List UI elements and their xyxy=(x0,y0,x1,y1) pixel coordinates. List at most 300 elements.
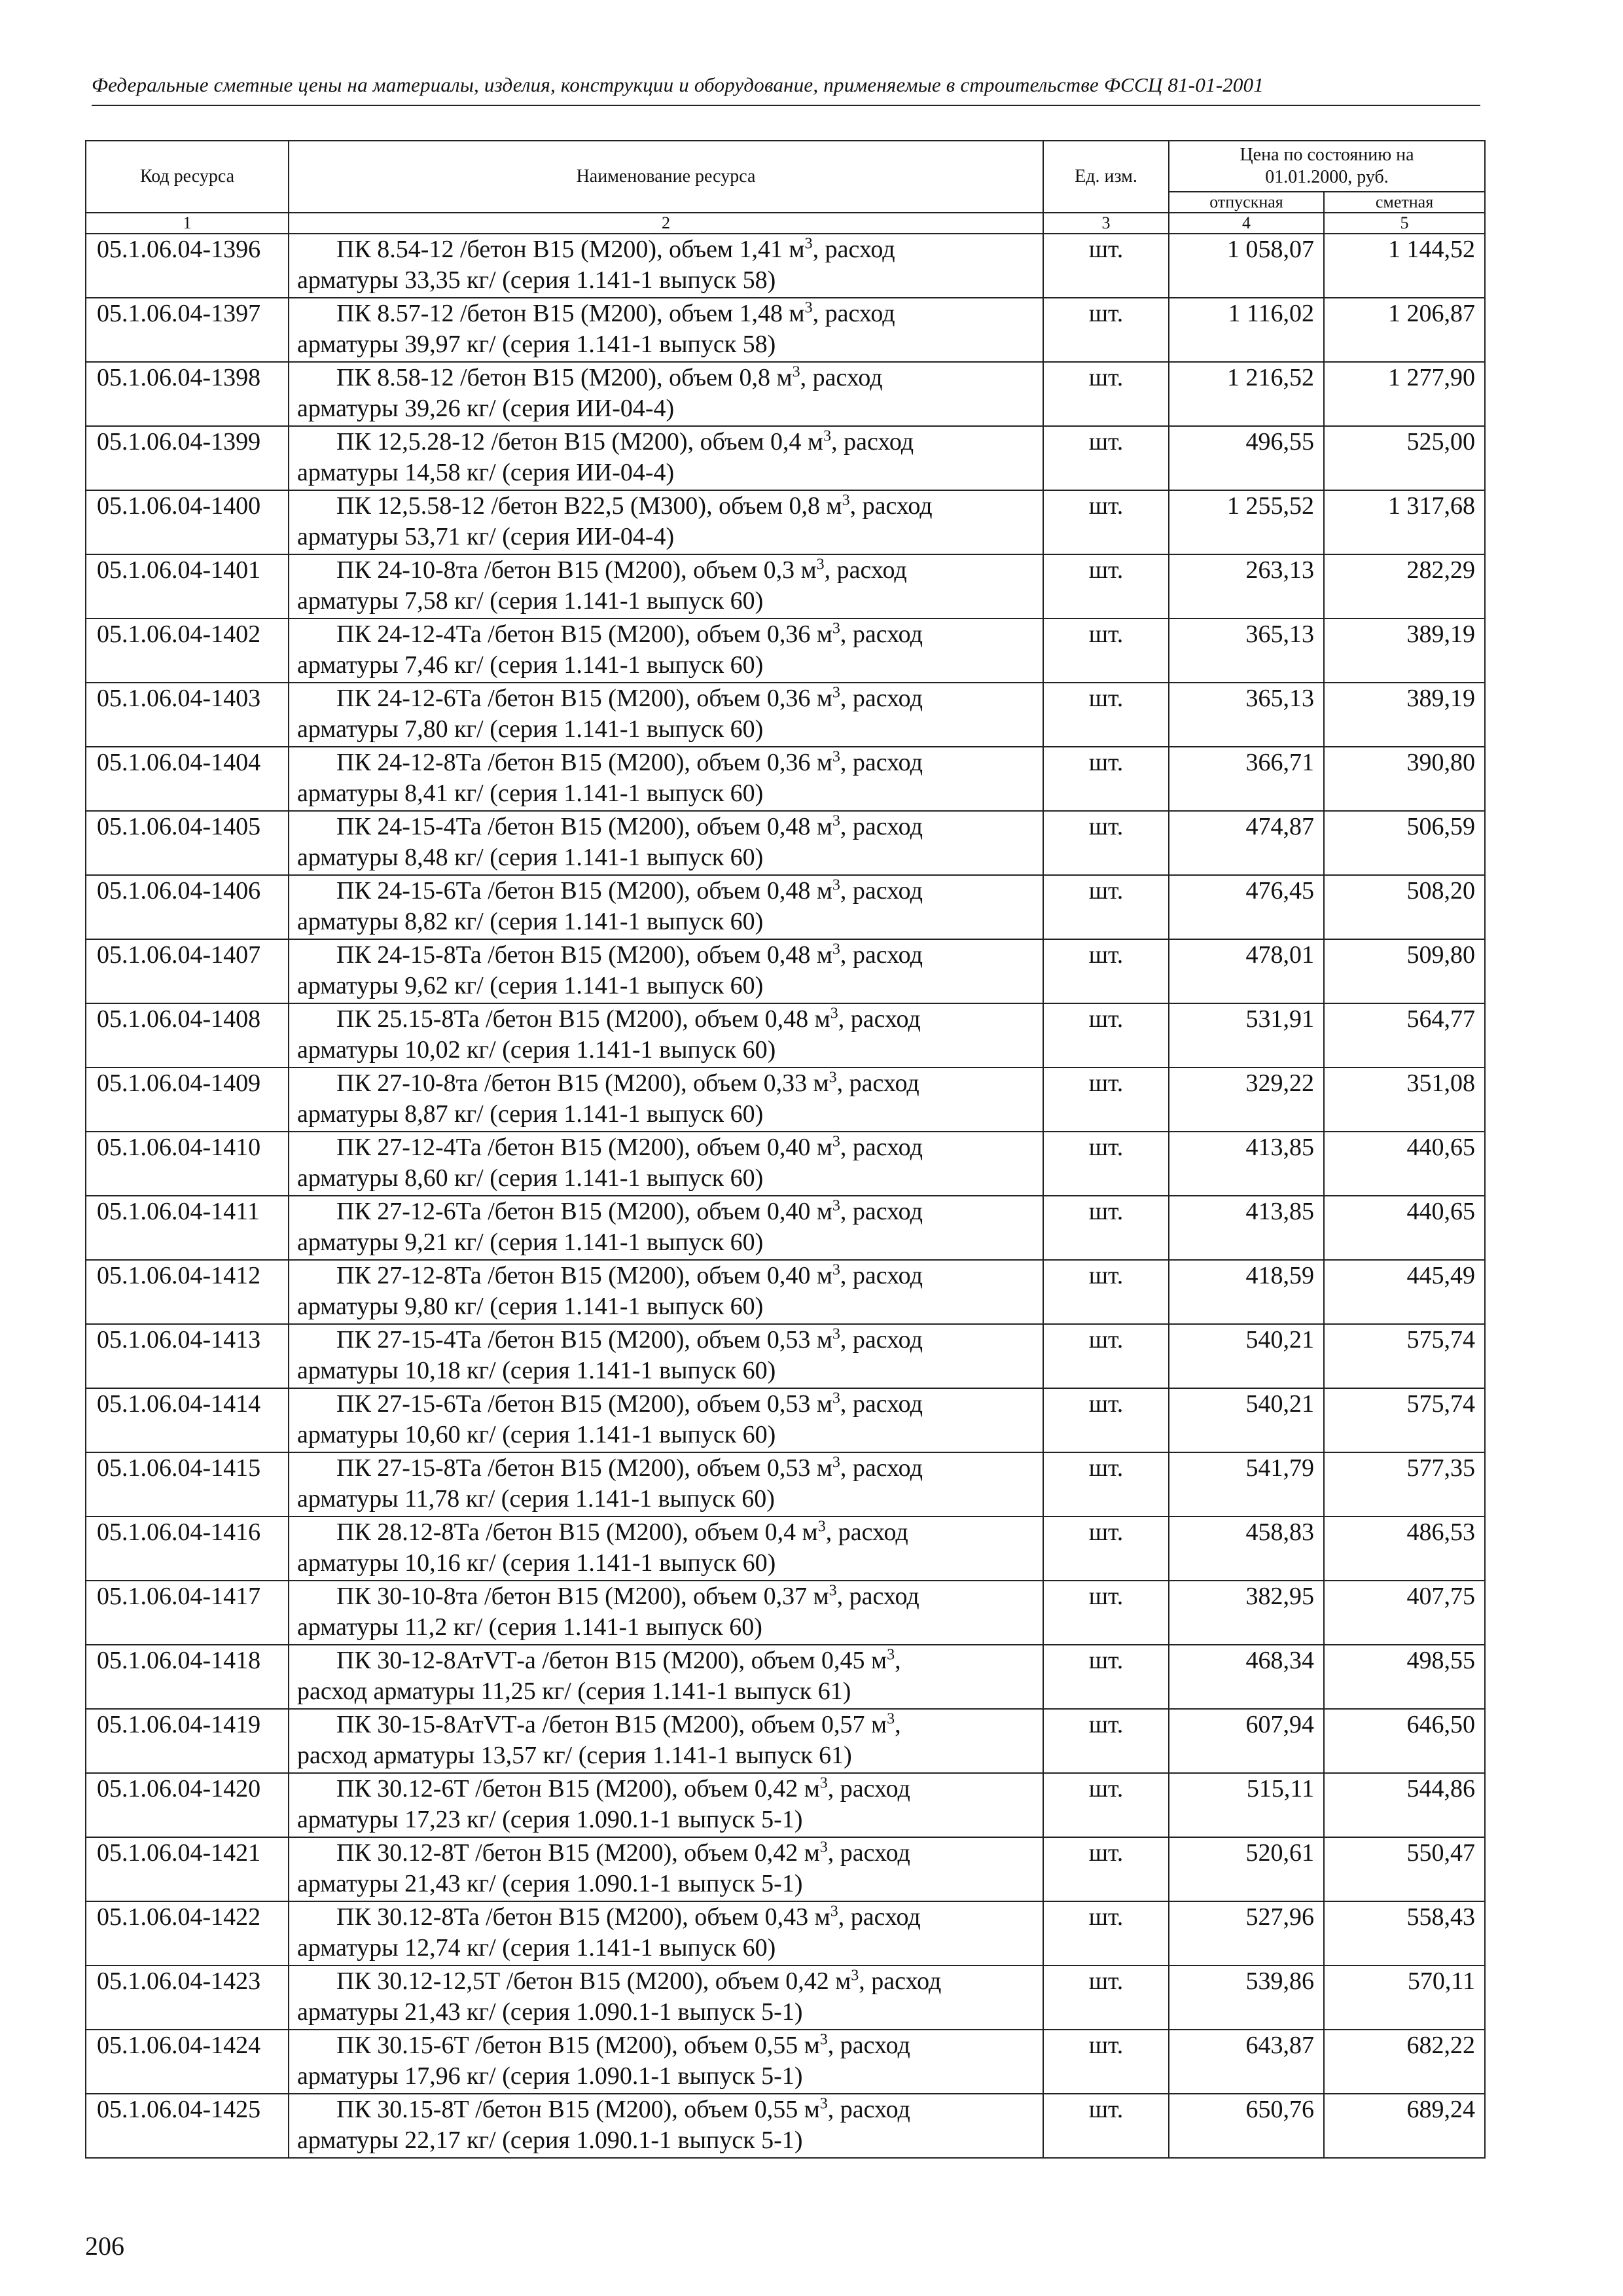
resource-name-line2: арматуры 33,35 кг/ (серия 1.141-1 выпуск 58) xyxy=(297,266,776,294)
unit-cell: шт. xyxy=(1043,1132,1169,1196)
resource-name-line2: арматуры 10,02 кг/ (серия 1.141-1 выпуск 60) xyxy=(297,1036,776,1064)
cubic-exponent: 3 xyxy=(832,1325,840,1343)
estimate-price: 577,35 xyxy=(1324,1452,1485,1516)
release-price: 263,13 xyxy=(1169,554,1324,619)
resource-name-text-end: , расход xyxy=(827,2096,910,2123)
estimate-price: 509,80 xyxy=(1324,939,1485,1003)
release-price: 382,95 xyxy=(1169,1581,1324,1645)
resource-name-text: ПК 8.54-12 /бетон В15 (М200), объем 1,41 м xyxy=(336,236,805,263)
unit-cell: шт. xyxy=(1043,426,1169,490)
estimate-price: 508,20 xyxy=(1324,875,1485,939)
table-row xyxy=(86,298,1485,362)
resource-name-line1 xyxy=(297,1774,1036,1804)
release-price: 540,21 xyxy=(1169,1388,1324,1452)
release-price: 329,22 xyxy=(1169,1067,1324,1132)
resource-name-line2: арматуры 7,58 кг/ (серия 1.141-1 выпуск 60) xyxy=(297,587,764,615)
cubic-exponent: 3 xyxy=(832,1261,840,1279)
resource-name-line2: арматуры 9,21 кг/ (серия 1.141-1 выпуск 60) xyxy=(297,1229,764,1256)
resource-name-line1 xyxy=(297,1645,1036,1676)
table-row xyxy=(86,426,1485,490)
unit-cell: шт. xyxy=(1043,1837,1169,1901)
table-row xyxy=(86,1581,1485,1645)
resource-name-text: ПК 24-15-8Та /бетон В15 (М200), объем 0,48 м xyxy=(336,941,832,969)
release-price: 540,21 xyxy=(1169,1324,1324,1388)
resource-name xyxy=(289,362,1043,426)
table-row xyxy=(86,875,1485,939)
resource-name-line2: арматуры 8,82 кг/ (серия 1.141-1 выпуск 60) xyxy=(297,908,764,935)
resource-name-text-end: , расход xyxy=(840,1198,923,1225)
resource-name-line2: арматуры 10,16 кг/ (серия 1.141-1 выпуск 60) xyxy=(297,1549,776,1577)
resource-name-line1 xyxy=(297,1132,1036,1163)
release-price: 478,01 xyxy=(1169,939,1324,1003)
resource-code: 05.1.06.04-1423 xyxy=(86,1965,289,2030)
table-row xyxy=(86,2094,1485,2158)
table-row xyxy=(86,1067,1485,1132)
resource-name xyxy=(289,619,1043,683)
table-row xyxy=(86,1324,1485,1388)
resource-code: 05.1.06.04-1412 xyxy=(86,1260,289,1324)
release-price: 413,85 xyxy=(1169,1132,1324,1196)
release-price: 413,85 xyxy=(1169,1196,1324,1260)
resource-name-line1 xyxy=(297,1710,1036,1740)
resource-name xyxy=(289,811,1043,875)
resource-name-text-end: , расход xyxy=(827,2032,910,2059)
resource-code: 05.1.06.04-1419 xyxy=(86,1709,289,1773)
resource-code: 05.1.06.04-1416 xyxy=(86,1516,289,1581)
table-row xyxy=(86,1901,1485,1965)
resource-name-text: ПК 24-12-4Та /бетон В15 (М200), объем 0,36 м xyxy=(336,620,832,648)
cubic-exponent: 3 xyxy=(832,1454,840,1471)
resource-name-line1 xyxy=(297,1838,1036,1869)
resource-code: 05.1.06.04-1424 xyxy=(86,2030,289,2094)
table-row xyxy=(86,619,1485,683)
release-price: 366,71 xyxy=(1169,747,1324,811)
estimate-price: 498,55 xyxy=(1324,1645,1485,1709)
table-row xyxy=(86,1516,1485,1581)
resource-code: 05.1.06.04-1408 xyxy=(86,1003,289,1067)
estimate-price: 390,80 xyxy=(1324,747,1485,811)
unit-cell: шт. xyxy=(1043,747,1169,811)
resource-name-line1 xyxy=(297,812,1036,842)
table-row xyxy=(86,490,1485,554)
estimate-price: 550,47 xyxy=(1324,1837,1485,1901)
resource-name-text-end: , расход xyxy=(836,1583,919,1610)
resource-name-line1 xyxy=(297,1517,1036,1548)
resource-name-line2: арматуры 11,78 кг/ (серия 1.141-1 выпуск 60) xyxy=(297,1485,775,1513)
release-price: 365,13 xyxy=(1169,619,1324,683)
resource-name-text-end: , расход xyxy=(838,1005,921,1033)
cubic-exponent: 3 xyxy=(832,812,840,830)
resource-name xyxy=(289,1965,1043,2030)
resource-name-line1 xyxy=(297,2094,1036,2125)
resource-code: 05.1.06.04-1421 xyxy=(86,1837,289,1901)
resource-code: 05.1.06.04-1402 xyxy=(86,619,289,683)
table-row xyxy=(86,1709,1485,1773)
page-number: 206 xyxy=(85,2231,124,2261)
estimate-price: 282,29 xyxy=(1324,554,1485,619)
table-row xyxy=(86,939,1485,1003)
unit-cell: шт. xyxy=(1043,234,1169,298)
unit-cell: шт. xyxy=(1043,1645,1169,1709)
estimate-price: 506,59 xyxy=(1324,811,1485,875)
cubic-exponent: 3 xyxy=(851,1967,859,1984)
resource-name-text: ПК 27-12-4Та /бетон В15 (М200), объем 0,40 м xyxy=(336,1134,832,1161)
resource-name-text: ПК 27-12-8Та /бетон В15 (М200), объем 0,40 м xyxy=(336,1262,832,1289)
unit-cell: шт. xyxy=(1043,939,1169,1003)
estimate-price: 389,19 xyxy=(1324,619,1485,683)
resource-name-line1 xyxy=(297,1453,1036,1484)
header-rule xyxy=(92,105,1480,106)
resource-name-line1 xyxy=(297,683,1036,714)
resource-name-text: ПК 24-15-6Та /бетон В15 (М200), объем 0,48 м xyxy=(336,877,832,905)
unit-cell: шт. xyxy=(1043,1965,1169,2030)
resource-name-line1 xyxy=(297,555,1036,586)
table-row xyxy=(86,811,1485,875)
estimate-price: 445,49 xyxy=(1324,1260,1485,1324)
resource-name xyxy=(289,1452,1043,1516)
table-row xyxy=(86,234,1485,298)
resource-name-line2: арматуры 9,62 кг/ (серия 1.141-1 выпуск 60) xyxy=(297,972,764,999)
resource-name-line2: арматуры 21,43 кг/ (серия 1.090.1-1 выпуск 5-1) xyxy=(297,1998,803,2026)
unit-cell: шт. xyxy=(1043,554,1169,619)
release-price: 1 116,02 xyxy=(1169,298,1324,362)
resource-name-text: ПК 30-10-8та /бетон В15 (М200), объем 0,37 м xyxy=(336,1583,829,1610)
unit-cell: шт. xyxy=(1043,1324,1169,1388)
resource-name-line2: арматуры 8,87 кг/ (серия 1.141-1 выпуск 60) xyxy=(297,1100,764,1128)
cubic-exponent: 3 xyxy=(832,1133,840,1151)
unit-cell: шт. xyxy=(1043,2030,1169,2094)
resource-code: 05.1.06.04-1401 xyxy=(86,554,289,619)
cubic-exponent: 3 xyxy=(804,299,813,317)
resource-name-text-end: , расход xyxy=(812,236,895,263)
resource-name xyxy=(289,1645,1043,1709)
resource-name-line2: арматуры 10,18 кг/ (серия 1.141-1 выпуск 60) xyxy=(297,1357,776,1384)
resource-name-line2: арматуры 8,60 кг/ (серия 1.141-1 выпуск 60) xyxy=(297,1164,764,1192)
cubic-exponent: 3 xyxy=(832,1390,840,1407)
table-row xyxy=(86,554,1485,619)
resource-name-line2: арматуры 53,71 кг/ (серия ИИ-04-4) xyxy=(297,523,675,550)
header-code: Код ресурса xyxy=(86,141,289,213)
unit-cell: шт. xyxy=(1043,1260,1169,1324)
resource-name-line1 xyxy=(297,1261,1036,1291)
estimate-price: 689,24 xyxy=(1324,2094,1485,2158)
resource-name xyxy=(289,1901,1043,1965)
unit-cell: шт. xyxy=(1043,1452,1169,1516)
resource-name-line1 xyxy=(297,1902,1036,1933)
resource-name xyxy=(289,554,1043,619)
cubic-exponent: 3 xyxy=(829,1582,837,1600)
resource-name-text-end: , расход xyxy=(825,1518,908,1546)
estimate-price: 440,65 xyxy=(1324,1132,1485,1196)
resource-name xyxy=(289,234,1043,298)
resource-name-line1 xyxy=(297,2030,1036,2061)
resource-name xyxy=(289,1003,1043,1067)
estimate-price: 646,50 xyxy=(1324,1709,1485,1773)
release-price: 474,87 xyxy=(1169,811,1324,875)
resource-name xyxy=(289,490,1043,554)
resource-name xyxy=(289,939,1043,1003)
estimate-price: 570,11 xyxy=(1324,1965,1485,2030)
resource-name-line1 xyxy=(297,234,1036,265)
resource-name-text: ПК 30.12-6Т /бетон В15 (М200), объем 0,42 м xyxy=(336,1775,820,1803)
release-price: 539,86 xyxy=(1169,1965,1324,2030)
resource-name-line2: арматуры 9,80 кг/ (серия 1.141-1 выпуск 60) xyxy=(297,1293,764,1320)
resource-code: 05.1.06.04-1403 xyxy=(86,683,289,747)
resource-code: 05.1.06.04-1400 xyxy=(86,490,289,554)
resource-name xyxy=(289,1260,1043,1324)
table-row xyxy=(86,1965,1485,2030)
resource-name-text: ПК 30.12-8Та /бетон В15 (М200), объем 0,43 м xyxy=(336,1903,830,1931)
resource-code: 05.1.06.04-1406 xyxy=(86,875,289,939)
resource-name-text: ПК 12,5.58-12 /бетон В22,5 (М300), объем 0,8 м xyxy=(336,492,842,520)
estimate-price: 440,65 xyxy=(1324,1196,1485,1260)
resource-name-text: ПК 24-10-8та /бетон В15 (М200), объем 0,3 м xyxy=(336,556,817,584)
resource-code: 05.1.06.04-1405 xyxy=(86,811,289,875)
cubic-exponent: 3 xyxy=(829,1069,837,1086)
cubic-exponent: 3 xyxy=(792,363,800,381)
resource-code: 05.1.06.04-1415 xyxy=(86,1452,289,1516)
resource-name-line1 xyxy=(297,1004,1036,1035)
unit-cell: шт. xyxy=(1043,298,1169,362)
resource-name-text: ПК 30-15-8АтVТ-а /бетон В15 (М200), объем 0,57 м xyxy=(336,1711,887,1738)
resource-name-line2: арматуры 10,60 кг/ (серия 1.141-1 выпуск 60) xyxy=(297,1421,776,1448)
estimate-price: 575,74 xyxy=(1324,1388,1485,1452)
resource-name-line1 xyxy=(297,1966,1036,1997)
cubic-exponent: 3 xyxy=(887,1710,895,1728)
release-price: 365,13 xyxy=(1169,683,1324,747)
release-price: 541,79 xyxy=(1169,1452,1324,1516)
estimate-price: 558,43 xyxy=(1324,1901,1485,1965)
unit-cell: шт. xyxy=(1043,362,1169,426)
resource-name-text: ПК 27-15-8Та /бетон В15 (М200), объем 0,53 м xyxy=(336,1454,832,1482)
cubic-exponent: 3 xyxy=(823,427,832,445)
unit-cell: шт. xyxy=(1043,1067,1169,1132)
release-price: 527,96 xyxy=(1169,1901,1324,1965)
cubic-exponent: 3 xyxy=(832,1197,840,1215)
resource-name-text-end: , расход xyxy=(849,492,933,520)
resource-name-text: ПК 30.12-8Т /бетон В15 (М200), объем 0,42 м xyxy=(336,1839,820,1867)
release-price: 1 255,52 xyxy=(1169,490,1324,554)
unit-cell: шт. xyxy=(1043,875,1169,939)
resource-name-line2: арматуры 39,97 кг/ (серия 1.141-1 выпуск 58) xyxy=(297,331,776,358)
column-number: 3 xyxy=(1043,213,1169,234)
resource-name-text: ПК 24-15-4Та /бетон В15 (М200), объем 0,48 м xyxy=(336,813,832,840)
cubic-exponent: 3 xyxy=(832,620,840,637)
resource-name-text-end: , расход xyxy=(836,1069,919,1097)
price-table xyxy=(85,140,1486,2159)
unit-cell: шт. xyxy=(1043,683,1169,747)
resource-name-text: ПК 27-15-4Та /бетон В15 (М200), объем 0,53 м xyxy=(336,1326,832,1354)
resource-name xyxy=(289,1837,1043,1901)
estimate-price: 544,86 xyxy=(1324,1773,1485,1837)
resource-name-line1 xyxy=(297,1325,1036,1355)
resource-name-line1 xyxy=(297,1389,1036,1420)
resource-name-line1 xyxy=(297,1196,1036,1227)
resource-name-text: ПК 30.15-8Т /бетон В15 (М200), объем 0,55 м xyxy=(336,2096,820,2123)
unit-cell: шт. xyxy=(1043,1516,1169,1581)
release-price: 476,45 xyxy=(1169,875,1324,939)
resource-name-text: ПК 8.58-12 /бетон В15 (М200), объем 0,8 м xyxy=(336,364,793,391)
resource-name-line2: расход арматуры 13,57 кг/ (серия 1.141-1 выпуск 61) xyxy=(297,1742,852,1769)
cubic-exponent: 3 xyxy=(832,876,840,894)
table-row xyxy=(86,683,1485,747)
resource-name-text-end: , расход xyxy=(838,1903,921,1931)
resource-name-text: ПК 30-12-8АтVТ-а /бетон В15 (М200), объем 0,45 м xyxy=(336,1647,887,1674)
resource-name-line1 xyxy=(297,876,1036,906)
resource-name-line1 xyxy=(297,427,1036,457)
resource-name-text-end: , расход xyxy=(800,364,883,391)
resource-code: 05.1.06.04-1407 xyxy=(86,939,289,1003)
resource-name-text-end: , расход xyxy=(840,1326,923,1354)
resource-name-text-end: , расход xyxy=(827,1839,910,1867)
unit-cell: шт. xyxy=(1043,1901,1169,1965)
resource-name xyxy=(289,298,1043,362)
resource-name xyxy=(289,875,1043,939)
cubic-exponent: 3 xyxy=(816,556,825,573)
unit-cell: шт. xyxy=(1043,1003,1169,1067)
header-unit: Ед. изм. xyxy=(1043,141,1169,213)
resource-code: 05.1.06.04-1411 xyxy=(86,1196,289,1260)
cubic-exponent: 3 xyxy=(832,684,840,702)
resource-code: 05.1.06.04-1404 xyxy=(86,747,289,811)
resource-code: 05.1.06.04-1420 xyxy=(86,1773,289,1837)
table-row xyxy=(86,1452,1485,1516)
resource-name-text: ПК 12,5.28-12 /бетон В15 (М200), объем 0,4 м xyxy=(336,428,824,456)
resource-name-line1 xyxy=(297,619,1036,650)
cubic-exponent: 3 xyxy=(817,1518,826,1535)
resource-name xyxy=(289,1324,1043,1388)
resource-name-text-end: , расход xyxy=(840,620,923,648)
estimate-price: 486,53 xyxy=(1324,1516,1485,1581)
resource-code: 05.1.06.04-1410 xyxy=(86,1132,289,1196)
table-row xyxy=(86,1837,1485,1901)
resource-name-text-end: , xyxy=(895,1647,901,1674)
resource-code: 05.1.06.04-1422 xyxy=(86,1901,289,1965)
estimate-price: 407,75 xyxy=(1324,1581,1485,1645)
unit-cell: шт. xyxy=(1043,1709,1169,1773)
resource-name-line1 xyxy=(297,940,1036,971)
release-price: 531,91 xyxy=(1169,1003,1324,1067)
resource-name xyxy=(289,1581,1043,1645)
cubic-exponent: 3 xyxy=(804,235,813,253)
resource-name-text-end: , расход xyxy=(840,941,923,969)
resource-name-text-end: , расход xyxy=(859,1967,942,1995)
release-price: 520,61 xyxy=(1169,1837,1324,1901)
resource-name xyxy=(289,2030,1043,2094)
table-row xyxy=(86,1196,1485,1260)
header-name: Наименование ресурса xyxy=(289,141,1043,213)
resource-name-text: ПК 27-10-8та /бетон В15 (М200), объем 0,33 м xyxy=(336,1069,829,1097)
resource-name-line2: арматуры 39,26 кг/ (серия ИИ-04-4) xyxy=(297,395,675,422)
resource-name-line2: арматуры 21,43 кг/ (серия 1.090.1-1 выпуск 5-1) xyxy=(297,1870,803,1897)
resource-name-line2: арматуры 8,48 кг/ (серия 1.141-1 выпуск 60) xyxy=(297,844,764,871)
resource-name-line1 xyxy=(297,1068,1036,1099)
resource-name-line2: арматуры 7,46 кг/ (серия 1.141-1 выпуск 60) xyxy=(297,651,764,679)
resource-code: 05.1.06.04-1413 xyxy=(86,1324,289,1388)
unit-cell: шт. xyxy=(1043,1773,1169,1837)
unit-cell: шт. xyxy=(1043,1581,1169,1645)
resource-name-line1 xyxy=(297,363,1036,393)
release-price: 496,55 xyxy=(1169,426,1324,490)
cubic-exponent: 3 xyxy=(819,2031,828,2049)
column-number: 2 xyxy=(289,213,1043,234)
table-row xyxy=(86,1003,1485,1067)
release-price: 515,11 xyxy=(1169,1773,1324,1837)
estimate-price: 525,00 xyxy=(1324,426,1485,490)
release-price: 643,87 xyxy=(1169,2030,1324,2094)
column-number: 5 xyxy=(1324,213,1485,234)
column-number: 4 xyxy=(1169,213,1324,234)
resource-code: 05.1.06.04-1417 xyxy=(86,1581,289,1645)
cubic-exponent: 3 xyxy=(830,1903,838,1920)
resource-name-text: ПК 24-12-8Та /бетон В15 (М200), объем 0,36 м xyxy=(336,749,832,776)
resource-name xyxy=(289,1773,1043,1837)
table-row xyxy=(86,1645,1485,1709)
header-estimate-price: сметная xyxy=(1324,192,1485,213)
resource-name-text-end: , расход xyxy=(840,1454,923,1482)
resource-code: 05.1.06.04-1418 xyxy=(86,1645,289,1709)
release-price: 1 216,52 xyxy=(1169,362,1324,426)
resource-name xyxy=(289,426,1043,490)
resource-name-line2: арматуры 14,58 кг/ (серия ИИ-04-4) xyxy=(297,459,675,486)
release-price: 418,59 xyxy=(1169,1260,1324,1324)
resource-name xyxy=(289,683,1043,747)
resource-name-text-end: , расход xyxy=(812,300,895,327)
resource-name-text-end: , расход xyxy=(827,1775,910,1803)
resource-name-text-end: , расход xyxy=(840,1262,923,1289)
resource-name-line2: арматуры 11,2 кг/ (серия 1.141-1 выпуск 60) xyxy=(297,1613,762,1641)
running-header: Федеральные сметные цены на материалы, изделия, конструкции и оборудование, применяемые в строительстве ФССЦ 81-01-2001 xyxy=(92,73,1264,96)
resource-name-text-end: , расход xyxy=(840,1134,923,1161)
table-row xyxy=(86,1388,1485,1452)
estimate-price: 1 277,90 xyxy=(1324,362,1485,426)
estimate-price: 575,74 xyxy=(1324,1324,1485,1388)
table-body xyxy=(86,234,1485,2158)
cubic-exponent: 3 xyxy=(832,748,840,766)
header-price-group: Цена по состоянию на 01.01.2000, руб. xyxy=(1169,141,1485,192)
estimate-price: 1 317,68 xyxy=(1324,490,1485,554)
resource-name-text-end: , xyxy=(895,1711,901,1738)
resource-name xyxy=(289,1516,1043,1581)
resource-name-text: ПК 27-15-6Та /бетон В15 (М200), объем 0,53 м xyxy=(336,1390,832,1418)
column-number: 1 xyxy=(86,213,289,234)
resource-code: 05.1.06.04-1425 xyxy=(86,2094,289,2158)
resource-name-text: ПК 27-12-6Та /бетон В15 (М200), объем 0,40 м xyxy=(336,1198,832,1225)
resource-code: 05.1.06.04-1414 xyxy=(86,1388,289,1452)
release-price: 468,34 xyxy=(1169,1645,1324,1709)
unit-cell: шт. xyxy=(1043,1388,1169,1452)
resource-name xyxy=(289,1196,1043,1260)
unit-cell: шт. xyxy=(1043,2094,1169,2158)
table-row xyxy=(86,747,1485,811)
table-row xyxy=(86,2030,1485,2094)
estimate-price: 1 144,52 xyxy=(1324,234,1485,298)
cubic-exponent: 3 xyxy=(832,941,840,958)
resource-code: 05.1.06.04-1409 xyxy=(86,1067,289,1132)
resource-name-text: ПК 8.57-12 /бетон В15 (М200), объем 1,48 м xyxy=(336,300,805,327)
unit-cell: шт. xyxy=(1043,1196,1169,1260)
resource-name-text: ПК 28.12-8Та /бетон В15 (М200), объем 0,4 м xyxy=(336,1518,818,1546)
cubic-exponent: 3 xyxy=(819,1839,828,1856)
resource-name-text: ПК 30.15-6Т /бетон В15 (М200), объем 0,55 м xyxy=(336,2032,820,2059)
resource-name xyxy=(289,1388,1043,1452)
table-row xyxy=(86,1132,1485,1196)
cubic-exponent: 3 xyxy=(842,492,850,509)
release-price: 458,83 xyxy=(1169,1516,1324,1581)
release-price: 650,76 xyxy=(1169,2094,1324,2158)
table-row xyxy=(86,1773,1485,1837)
resource-name xyxy=(289,1132,1043,1196)
